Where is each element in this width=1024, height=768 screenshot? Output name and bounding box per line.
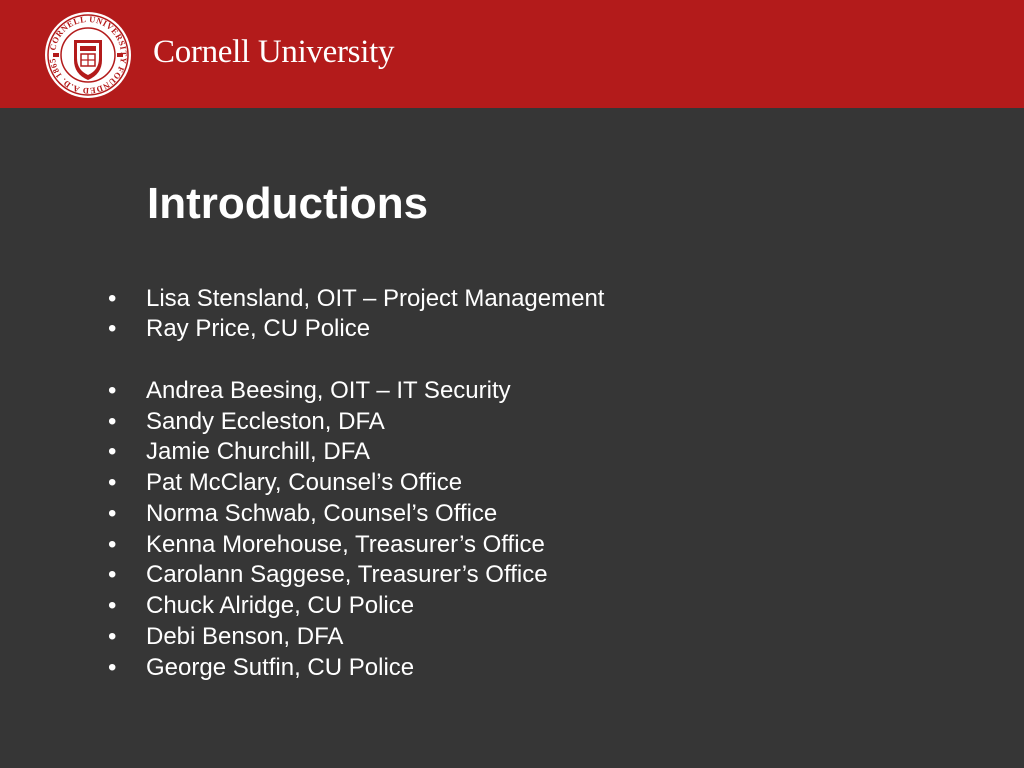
list-item-text: Kenna Morehouse, Treasurer’s Office: [146, 531, 545, 558]
list-item-text: Sandy Eccleston, DFA: [146, 408, 385, 435]
list-item-text: Chuck Alridge, CU Police: [146, 592, 415, 619]
list-item-text: Ray Price, CU Police: [146, 315, 371, 342]
list-item-text: Andrea Beesing, OIT – IT Security: [146, 377, 511, 404]
bullet: •: [108, 469, 117, 496]
bullet: •: [108, 561, 117, 588]
list-item-text: Carolann Saggese, Treasurer’s Office: [146, 561, 548, 588]
seal-text: CORNELL UNIVERSITY FOUNDED A.D. 1865: [47, 13, 130, 97]
cornell-seal-icon: [43, 10, 133, 100]
bullet: •: [108, 500, 117, 527]
bullet: •: [108, 592, 117, 619]
bullet: •: [108, 315, 117, 342]
bullet: •: [108, 623, 117, 650]
slide-title: Introductions: [147, 179, 429, 228]
bullet: •: [108, 408, 117, 435]
list-item-text: Norma Schwab, Counsel’s Office: [146, 500, 498, 527]
bullet: •: [108, 285, 117, 312]
bullet: •: [108, 438, 117, 465]
list-item-text: Pat McClary, Counsel’s Office: [146, 469, 463, 496]
university-wordmark: Cornell University: [153, 34, 395, 70]
list-item-text: George Sutfin, CU Police: [146, 654, 415, 681]
bullet: •: [108, 654, 117, 681]
list-item-text: Debi Benson, DFA: [146, 623, 344, 650]
header-bar: [0, 0, 1024, 108]
bullet: •: [108, 377, 117, 404]
list-item-text: Lisa Stensland, OIT – Project Management: [146, 285, 605, 312]
bullet: •: [108, 531, 117, 558]
list-item-text: Jamie Churchill, DFA: [146, 438, 371, 465]
